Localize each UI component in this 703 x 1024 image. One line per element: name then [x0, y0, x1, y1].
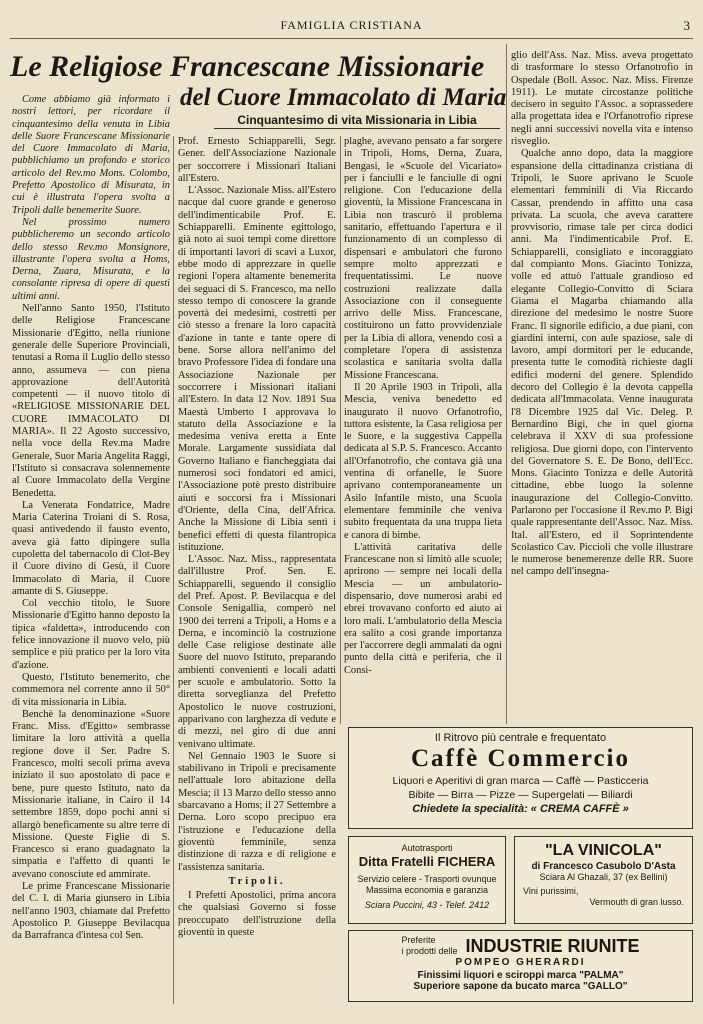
ad-caffe-special-name: « CREMA CAFFÈ »	[530, 803, 629, 815]
article-title-line1: Le Religiose Francescane Missionarie	[10, 50, 485, 83]
ad-caffe-line2: Liquori e Aperitivi di gran marca — Caffè — Pasticceria	[392, 775, 649, 787]
article-column-1	[12, 94, 170, 1004]
paragraph: Prof. Ernesto Schiapparelli, Segr. Gener. dell'Associazione Nazionale per soccorrere i Missionari Italiani all'Estero.	[178, 136, 336, 184]
column-divider	[506, 44, 507, 724]
column-divider	[340, 136, 341, 724]
paragraph: Col vecchio titolo, le Suore Missionarie d'Egitto hanno deposto la tipica «faldetta», introducendo con felice innovazione il nuovo velo, più semplice e più pratico per la loro vita d'azione.	[12, 598, 170, 671]
ad-vinicola-owner-prefix: di	[531, 861, 541, 872]
ad-industrie-header	[349, 935, 692, 957]
ad-fichera-name: Ditta Fratelli FICHERA	[358, 854, 496, 869]
running-header	[10, 18, 693, 39]
ad-vinicola-line2: Vermouth di gran lusso.	[589, 897, 684, 907]
ad-caffe-name: Caffè Commercio	[410, 745, 631, 772]
ad-industrie-pre1: Preferite	[401, 935, 436, 945]
ad-caffe-line1: Il Ritrovo più centrale e frequentato	[434, 732, 607, 744]
paragraph: La Venerata Fondatrice, Madre Maria Caterina Troiani di S. Rosa, quasi antivedendo il fausto evento, aveva già fatto dipingere sulla cupoletta del tabernacolo di Clot-Bey il Cuore divino di Gesù, il Cuore Immacolato di Maria, il Cuore amante di S. Giuseppe.	[12, 499, 170, 597]
ad-fichera-line1: Autotrasporti	[401, 843, 453, 853]
ad-caffe-line3: Bibite — Birra — Pizze — Supergelati — Biliardi	[408, 789, 633, 801]
ad-industrie-owner: POMPEO GHERARDI	[455, 957, 586, 968]
ad-vinicola-address: Sciara Al Ghazali, 37 (ex Bellini)	[539, 872, 668, 882]
ad-fichera-address: Sciara Puccini, 43 - Telef. 2412	[364, 900, 490, 910]
ad-caffe-special-label: Chiedete la specialità:	[412, 803, 528, 815]
ad-fichera-line3: Massima economia e garanzia	[365, 885, 489, 895]
ad-industrie-line1: Finissimi liquori e sciroppi marca "PALMA"	[417, 970, 624, 981]
running-title: FAMIGLIA CRISTIANA	[280, 18, 423, 32]
article-column-2	[178, 136, 336, 1004]
article-subtitle: Cinquantesimo di vita Missionaria in Libia	[214, 113, 500, 129]
ad-vinicola-owner-line	[515, 861, 692, 872]
article-title-line2: del Cuore Immacolato di Maria	[180, 84, 507, 111]
paragraph: I Prefetti Apostolici, prima ancora che qualsiasi Governo si fosse preoccupato dell'istruzione della gioventù in queste	[178, 890, 336, 938]
article-column-4	[511, 50, 693, 722]
paragraph: L'attività caritativa delle Francescane non si limitò alle scuole; aprirono — sempre nei locali della Mescia — un ambulatorio-dispensario, dove numerosi arabi ed ebrei trovavano conforto ed aiuto ai loro mali. L'ambulatorio della Mescia era salito a così grande importanza per l'accorrere degli ammalati da ogni punto della città e periferia, che il Consi-	[344, 541, 502, 676]
paragraph: Il 20 Aprile 1903 in Tripoli, alla Mescia, veniva benedetto ed inaugurato il nuovo Orfanotrofio, tuttora esistente, la Casa religiosa per le Suore, e la suggestiva Cappella dedicata al S.P. S. Francesco. Accanto all'Orfanotrofio, che contava già una ventina di orfanelle, le Suore aprivano contemporaneamente un Asilo Infantile misto, una Scuola elementare femminile che veniva subito frequentata da una truppa lieta e canora di bimbe.	[344, 381, 502, 541]
paragraph: Le prime Francescane Missionarie del C. I. di Maria giunsero in Libia nell'anno 1903, chiamate dal Prefetto Apostolico P. Giuseppe Bevilacqua da Barrafranca d'intesa col Sen.	[12, 881, 170, 942]
paragraph: Qualche anno dopo, data la maggiore espansione della cittadinanza cristiana di Tripoli, le Suore aprivano le Scuole elementari femminili di Via Riccardo Cassar, prendendo in affitto una casa privata. La scuola, che aveva carattere provvisorio, rimase tale per circa dodici anni. Ma l'indimenticabile Prof. E. Schiapparelli, consigliato e incoraggiato dal compianto Mons. Giacinto Tonizza, volle ed attuò l'attuale grandioso ed elegante Collegio-Convitto di Sciara Giama el Magarba chiamando alla direzione del medesimo le nostre Suore Franc. Il signorile edificio, a due piani, con giardini interni, con aule spaziose, sale di lavoro, ampi dormitori per le educande, presenta tutte le comodità richieste dagli edifici moderni del genere. Splendido decoro del Collegio è la devota cappella dedicata all'Immacolata. Venne inaugurata l'8 Dicembre 1925 dal Vic. Deleg. P. Bernardino Bigi, che in quel giorna celebrava il XXV di sua professione religiosa. Due giorni dopo, con l'intervento del Governatore S. E. De Bono, dell'Ecc. Mons. Giacinto Tonizza e delle Autorità cittadine, ebbe luogo la solenne inaugurazione del Collegio-Convitto. Parlarono per l'occasione il Rev.mo P. Bigi quale rappresentante dell'Assoc. Naz. Miss. Ital. all'Estero, ed il Soprintendente Scolastico Cav. Piccioli che volle illustrare le numerose benemerenze delle RR. Suore nel campo dell'insegna-	[511, 148, 693, 578]
paragraph: plaghe, avevano pensato a far sorgere in Tripoli, Homs, Derna, Zuara, Bengasi, le «Scuole del Vicariato» per i fanciulli e le fanciulle di ogni religione. Con l'educazione della gioventù, la Missione Francescana in Libia non trascurò il problema sanitario, effettuando l'apertura e il funzionamento di un complesso di dispensari e ambulatori che furono sempre molto apprezzati e frequentatissimi. Le nuove costruzioni realizzate dalla Associazione con il conseguente arrivo delle Miss. Francescane, costituirono un fatto provvidenziale per la Libia di allora, venendo così a completare l'opera di assistenza scolastica e sanitaria svolta dalla Missione Francescana.	[344, 136, 502, 381]
ad-vinicola-owner: Francesco Casubolo D'Asta	[543, 861, 676, 872]
paragraph: glio dell'Ass. Naz. Miss. aveva progettato di trasformare lo stesso Orfanotrofio in Ospedale (Boll. Assoc. Naz. Miss. Firenze 1911). Le mutate circostanze politiche decisero in seguito l'Assoc. a soprassedere alla progettata idea e l'Orfanotrofio riprese negli anni successivi novella vita e intenso risveglio.	[511, 50, 693, 148]
article-column-3	[344, 136, 502, 722]
ad-fichera-line2: Servizio celere - Trasporti ovunque	[357, 874, 497, 884]
paragraph: L'Assoc. Naz. Miss., rappresentata dall'illustre Prof. Sen. E. Schiapparelli, seguendo il consiglio del Pref. Apost. P. Bevilacqua e del Console Senigallia, comperò nel 1900 dei terreni a Tripoli, a Homs e a Derna, e incominciò la costruzione delle Case religiose destinate alle Suore del nuovo Istituto, preparando ambienti convenienti e locali adatti per scuole e ambulatorio. Sotto la diretta sorveglianza del Prefetto Apostolico le nuove costruzioni, apparivano con larghezza di vedute e di mezzi, nel giro di due anni venivano ultimate.	[178, 554, 336, 750]
ad-industrie-name: INDUSTRIE RIUNITE	[465, 936, 640, 956]
section-subheading: Tripoli.	[228, 875, 286, 887]
intro-paragraph-2: Nel prossimo numero pubblicheremo un secondo articolo dello stesso Rev.mo Monsignore, illustrante l'opera svolta a Homs, Derna, Zuara, Misurata, e la consolante ripresa di opere di questi ultimi anni.	[12, 216, 170, 302]
column-divider	[173, 136, 174, 1004]
ad-vinicola-name: "LA VINICOLA"	[545, 842, 662, 859]
ad-industrie-riunite	[348, 930, 693, 1002]
page-number: 3	[683, 18, 691, 33]
ad-industrie-pre	[401, 935, 457, 957]
paragraph: Nel Gennaio 1903 le Suore si stabilivano in Tripoli e precisamente nell'attuale loro abitazione della Mescia; il 13 Marzo dello stesso anno sbarcavano a Homs; il 27 Settembre a Derna. Loro scopo precipuo era l'istruzione e l'educazione della gioventù femminile, senza distinzione di razza e di religione e l'assistenza sanitaria.	[178, 750, 336, 873]
ad-fratelli-fichera	[348, 836, 506, 924]
ad-la-vinicola	[514, 836, 693, 924]
paragraph: Questo, l'Istituto benemerito, che commemora nel corrente anno il 50° di vita missionaria in Libia.	[12, 671, 170, 708]
ad-caffe-commercio	[348, 727, 693, 829]
ad-vinicola-line1: Vini purissimi,	[523, 886, 579, 896]
paragraph: Nell'anno Santo 1950, l'Istituto delle Religiose Francescane Missionarie d'Egitto, nella riunione generale delle Superiore Provinciali, tenutasi a Roma il Luglio dello stesso anno, assumeva — con piena approvazione dell'Autorità competenti — il nuovo titolo di «RELIGIOSE MISSIONARIE DEL CUORE IMMACOLATO DI MARIA». Il 22 Agosto successivo, nella voce della Rev.ma Madre Generale, Suor Maria Angelita Raggi, l'Istituto si consacrava solennemente al Cuore Immacolato della Vergine Benedetta.	[12, 303, 170, 499]
ad-industrie-pre2: i prodotti delle	[401, 946, 458, 956]
ad-industrie-line2: Superiore sapone da bucato marca "GALLO"	[413, 981, 628, 992]
paragraph: Benchè la denominazione «Suore Franc. Miss. d'Egitto» sembrasse limitare la loro attività a quella regione dove il Ser. Padre S. Francesco, molti secoli prima aveva iniziato il suo apostolato di pace e bene, pure questo Istituto, nato da Missionarie italiane, in Cairo il 14 settembre 1859, dopo pochi anni si allargò beneficamente su altre terre di Missione. Queste Figlie di S. Francesco si erano guadagnato la simpatia e l'affetto di quanti le avevano conosciute ed ammirate.	[12, 708, 170, 880]
intro-paragraph: Come abbiamo già informato i nostri lettori, per ricordare il cinquantesimo della venuta in Libia delle Suore Francescane Missionarie del Cuore Immacolato di Maria, pubblichiamo un profondo e storico articolo del Rev.mo Mons. Colombo, Prefetto Apostolico di Misurata, in cui è illustrata l'opera svolta a Tripoli dalle benemerite Suore.	[12, 94, 170, 216]
ad-caffe-special	[349, 802, 692, 817]
paragraph: L'Assoc. Nazionale Miss. all'Estero nacque dal cuore grande e generoso dell'indimenticabile Prof. E. Schiapparelli. Eminente egittologo, già noto ai suoi tempi come direttore di importanti lavori di scavi a Luxor, ebbe modo di apprezzare in quelle regioni l'opera altamente benemerita dei seguaci di S. Francesco, ma nello stesso tempo di conoscere la grande povertà dei medesimi, costretti per ciò stesso a frenare la loro capacità d'azione in tante e tante opere di bene. Sorse allora nell'animo del bravo Professore l'idea di fondare una Associazione Nazionale per soccorrere i Missionari italiani all'Estero. In data 12 Nov. 1891 Sua Maestà Umberto I approvava lo statuto della Associazione e la medesima veniva eretta a Ente Morale. Largamente sussidiata dal Governo Italiano e fiancheggiata dai numerosi soci fondatori ed amici, l'Associazione potè presto distribuire aiuti e soccorsi fra i Missionari d'Oriente, della Cina, dell'Africa. Anche la Missione di Libia sentì i benefici effetti di questa filantropica istituzione.	[178, 185, 336, 553]
